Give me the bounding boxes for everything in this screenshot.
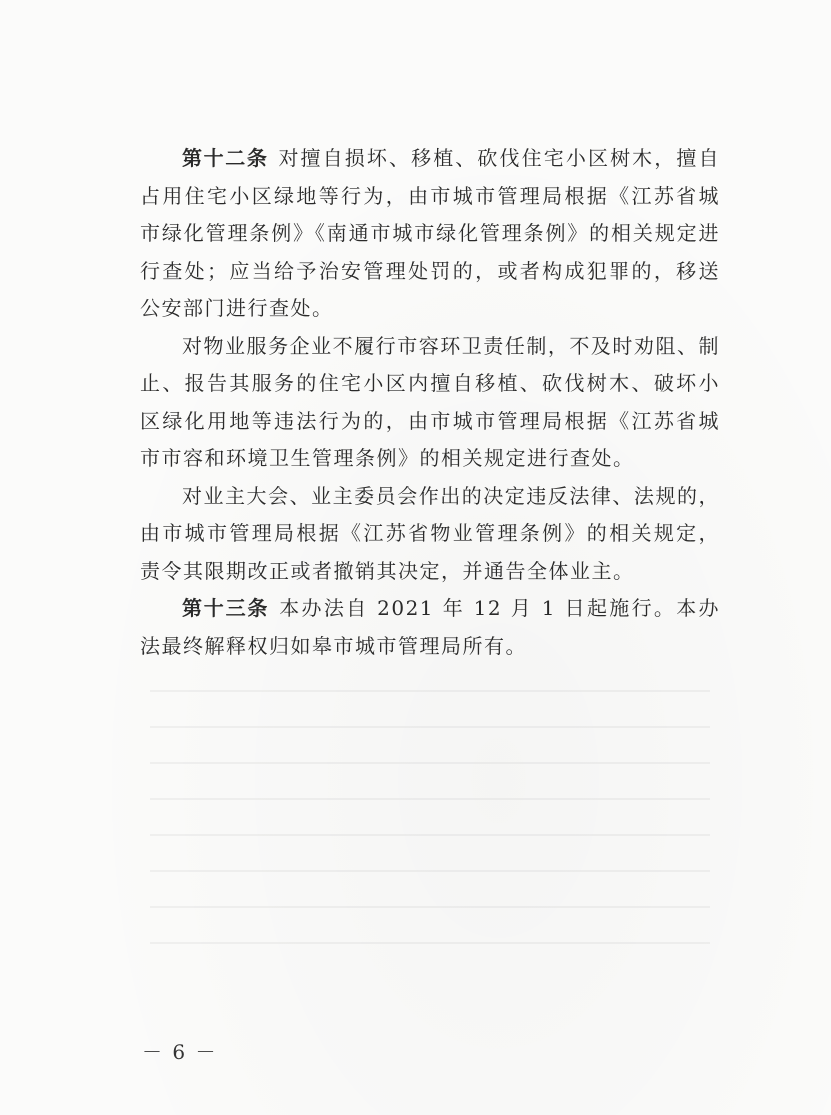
article-heading: 第十三条 <box>182 596 270 620</box>
article-text: 对物业服务企业不履行市容环卫责任制，不及时劝阻、制止、报告其服务的住宅小区内擅自移植、砍伐树木、破坏小区绿化用地等违法行为的，由市城市管理局根据《江苏省城市市容和环境卫生管理条例》的相关规定进行查处。 <box>140 333 720 470</box>
article-text: 对业主大会、业主委员会作出的决定违反法律、法规的，由市城市管理局根据《江苏省物业管理条例》的相关规定，责令其限期改正或者撤销其决定，并通告全体业主。 <box>140 483 720 583</box>
article-12-paragraph-2 <box>140 328 720 478</box>
article-heading: 第十二条 <box>182 146 269 170</box>
article-text: 对擅自损坏、移植、砍伐住宅小区树木，擅自占用住宅小区绿地等行为，由市城市管理局根据《江苏省城市绿化管理条例》《南通市城市绿化管理条例》的相关规定进行查处；应当给予治安管理处罚的，或者构成犯罪的，移送公安部门进行查处。 <box>140 146 721 320</box>
article-12-paragraph-3 <box>140 478 720 591</box>
article-text: 本办法自 2021 年 12 月 1 日起施行。本办法最终解释权归如皋市城市管理局所有。 <box>140 596 720 658</box>
bleed-through-texture <box>150 690 710 1010</box>
document-body <box>140 140 720 665</box>
article-13-paragraph <box>140 590 720 665</box>
page-number: － 6 － <box>142 1040 218 1064</box>
article-12-paragraph <box>140 140 720 328</box>
